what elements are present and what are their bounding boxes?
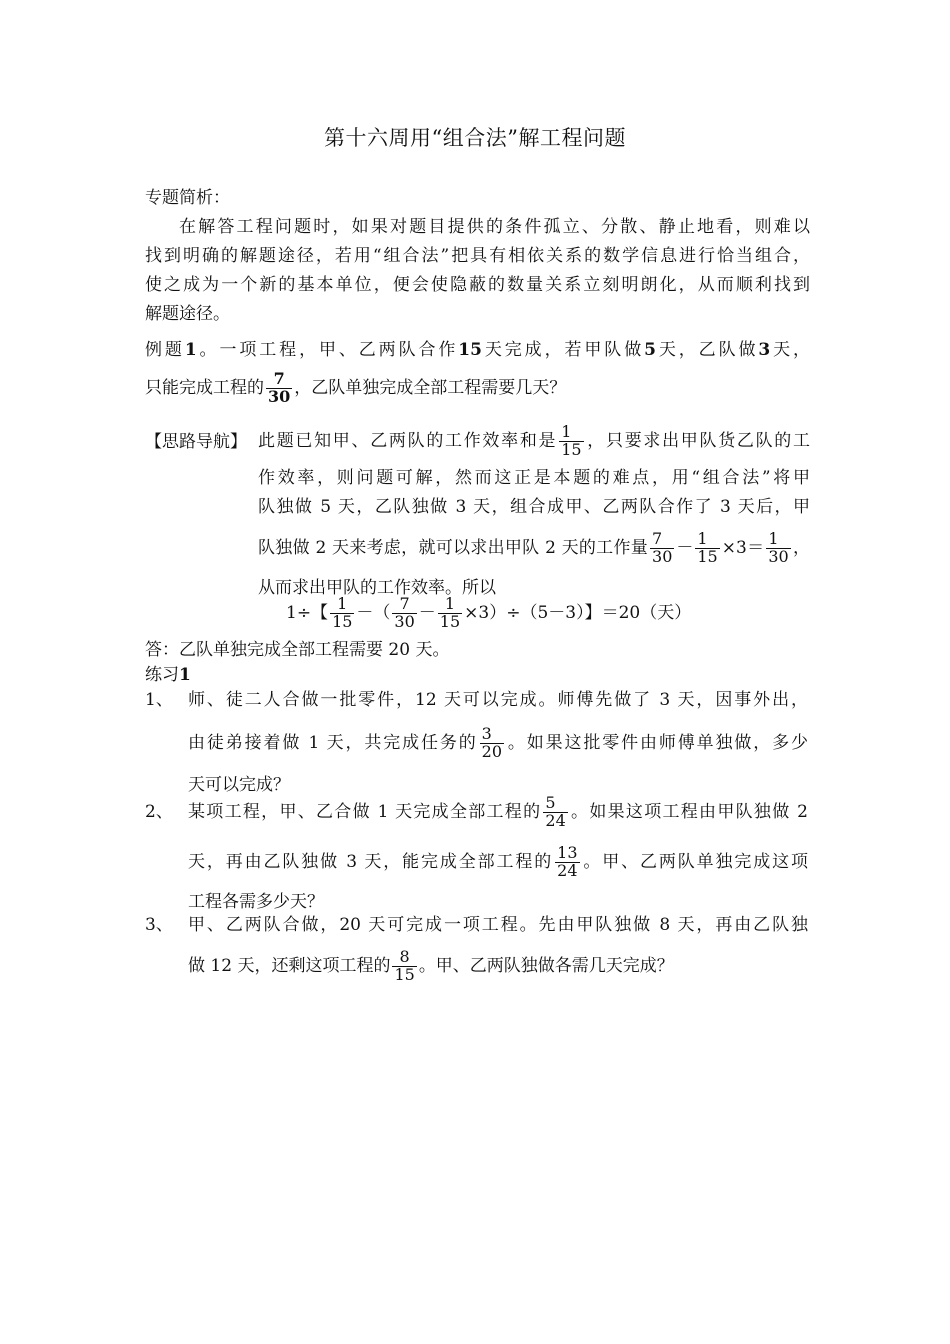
fraction-denominator: 15	[697, 547, 718, 566]
fraction	[650, 531, 674, 566]
example-label: 例题	[145, 340, 185, 360]
hint-line	[258, 418, 810, 464]
example-text: 天，乙队做	[655, 340, 759, 360]
example-line	[145, 336, 810, 365]
bold-number: 5	[644, 340, 656, 360]
exercise-text: 由徒弟接着做 1 天，共完成任务的	[188, 733, 478, 753]
fraction	[438, 596, 462, 631]
fraction-denominator: 15	[561, 440, 582, 459]
hint-text: ，	[792, 538, 811, 558]
example-text: 。一项工程，甲、乙两队合作	[196, 340, 459, 360]
example-number: 1	[184, 340, 197, 360]
fraction-numerator: 7	[399, 594, 410, 614]
fraction	[695, 531, 719, 566]
fraction	[766, 531, 790, 566]
fraction-numerator: 1	[697, 529, 708, 549]
intro-section	[145, 184, 810, 329]
fraction-denominator: 30	[652, 547, 673, 566]
bold-number: 15	[458, 340, 482, 360]
intro-line: 在解答工程问题时，如果对题目提供的条件孤立、分散、静止地看，则难以	[179, 217, 810, 237]
exercise-line: 天可以完成？	[188, 775, 290, 795]
fraction-denominator: 15	[439, 612, 461, 631]
exercise-3	[188, 911, 808, 992]
hint-body	[258, 418, 810, 603]
fraction-numerator: 3	[481, 724, 492, 744]
exercise-line: 师、徒二人合做一批零件，12 天可以完成。师傅先做了 3 天，因事外出，	[188, 690, 808, 710]
fraction-denominator: 24	[545, 811, 566, 830]
page-title: 第十六周用“组合法”解工程问题	[324, 126, 626, 150]
exercise-text: 天，再由乙队独做 3 天，能完成全部工程的	[188, 852, 554, 872]
exercise-text: 。如果这项工程由甲队独做 2	[569, 802, 808, 822]
example-text: 天完成，若甲队做	[481, 340, 645, 360]
fraction-denominator: 20	[481, 742, 502, 761]
hint-text: ，只要求出甲队货乙队的工	[585, 431, 811, 451]
example-text: ，乙队单独完成全部工程需要几天？	[294, 377, 567, 398]
equation-text: 1÷【	[286, 603, 329, 623]
equation-text: ×3）÷（5－3）】＝20（天）	[464, 603, 692, 623]
hint-text: ×3＝	[721, 538, 765, 558]
example-text: 只能完成工程的	[145, 377, 264, 398]
exercise-line	[188, 788, 808, 836]
fraction-numerator: 1	[768, 529, 779, 549]
exercise-number: 2、	[145, 802, 173, 822]
exercise-text: 。甲、乙两队单独完成这项	[581, 852, 809, 872]
fraction	[330, 596, 354, 631]
hint-text: 队独做 2 天来考虑，就可以求出甲队 2 天的工作量	[258, 538, 649, 558]
intro-line: 找到明确的解题途径，若用“组合法”把具有相依关系的数学信息进行恰当组合，	[145, 246, 810, 266]
example-line	[145, 371, 810, 406]
fraction-denominator: 30	[394, 612, 415, 631]
exercise-text: 。如果这批零件由师傅单独做，多少	[506, 733, 809, 753]
fraction	[266, 371, 292, 406]
fraction-numerator: 13	[557, 843, 578, 863]
fraction-numerator: 5	[545, 793, 556, 813]
fraction-numerator: 1	[337, 594, 348, 614]
exercise-text: 某项工程，甲、乙合做 1 天完成全部工程的	[188, 802, 542, 822]
hint-text: 此题已知甲、乙两队的工作效率和是	[258, 431, 558, 451]
intro-paragraph	[145, 213, 810, 329]
exercise-2	[188, 788, 808, 917]
exercise-line	[188, 715, 808, 771]
fraction-denominator: 15	[394, 965, 415, 984]
answer: 答：乙队单独完成全部工程需要 20 天。	[145, 640, 450, 660]
practice-label: 练习	[145, 665, 179, 685]
fraction-numerator: 8	[399, 947, 410, 967]
bold-number: 3	[758, 340, 771, 360]
fraction	[480, 726, 504, 761]
fraction-numerator: 1	[561, 422, 572, 442]
exercise-number: 1、	[145, 690, 173, 710]
equation-text: －（	[356, 603, 391, 623]
exercise-line	[188, 940, 808, 992]
intro-line: 解题途径。	[145, 304, 230, 324]
fraction-numerator: 7	[273, 369, 285, 388]
fraction-denominator: 30	[268, 386, 291, 406]
exercise-text: 做 12 天，还剩这项工程的	[188, 956, 391, 976]
fraction	[392, 949, 416, 984]
fraction-denominator: 15	[332, 612, 353, 631]
fraction	[555, 845, 579, 880]
hint-line	[258, 522, 810, 574]
example-text: 天，	[770, 340, 811, 360]
fraction-denominator: 30	[768, 547, 789, 566]
hint-line: 队独做 5 天，乙队独做 3 天，组合成甲、乙两队合作了 3 天后，甲	[258, 497, 810, 517]
fraction-denominator: 24	[557, 861, 578, 880]
fraction	[392, 596, 416, 631]
exercise-line	[188, 836, 808, 888]
fraction-numerator: 7	[652, 529, 663, 549]
fraction	[559, 424, 583, 459]
exercise-number: 3、	[145, 915, 173, 935]
exercise-text: 。甲、乙两队独做各需几天完成？	[418, 956, 674, 976]
hint-text: －	[676, 538, 694, 558]
exercise-1	[188, 686, 808, 800]
intro-line: 使之成为一个新的基本单位，便会使隐蔽的数量关系立刻明朗化，从而顺利找到	[145, 275, 810, 295]
hint-label: 【思路导航】	[145, 432, 247, 452]
hint-line: 作效率，则问题可解，然而这正是本题的难点，用“组合法”将甲	[258, 468, 810, 488]
example-1	[145, 336, 810, 406]
fraction	[543, 795, 567, 830]
intro-heading: 专题简析：	[145, 188, 230, 208]
equation-text: －	[418, 603, 436, 623]
fraction-numerator: 1	[444, 594, 456, 614]
exercise-line: 甲、乙两队合做，20 天可完成一项工程。先由甲队独做 8 天，再由乙队独	[188, 915, 808, 935]
practice-number: 1	[179, 665, 191, 685]
exercise-line: 工程各需多少天？	[188, 892, 324, 912]
equation	[286, 590, 691, 636]
hint-line: 从而求出甲队的工作效率。所以	[258, 578, 496, 598]
